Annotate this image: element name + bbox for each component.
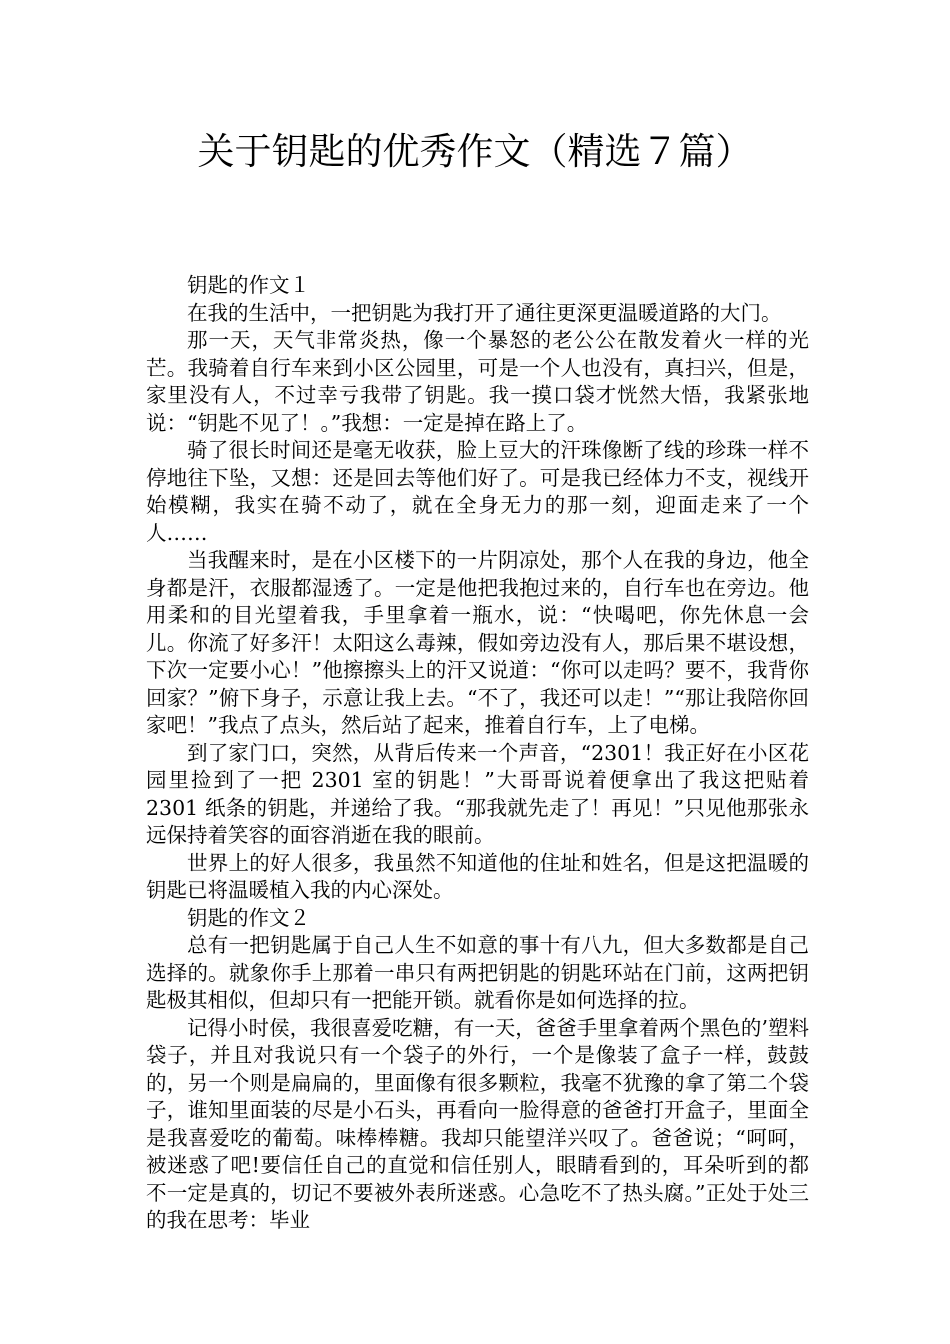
paragraph: 在我的生活中，一把钥匙为我打开了通往更深更温暖道路的大门。: [187, 300, 782, 325]
section-heading: 钥匙的作文１: [187, 273, 310, 297]
document-title: 关于钥匙的优秀作文（精选７篇）: [197, 130, 753, 173]
paragraph: 记得小时侯，我很喜爱吃糖，有一天，爸爸手里拿着两个黑色的’塑料袋子，并且对我说只有一个袋子的外行，一个是像装了盒子一样，鼓鼓的，另一个则是扁扁的，里面像有很多颗粒，我毫不犹豫的拿了第二个袋子，谁知里面装的尽是小石头，再看向一脸得意的爸爸打开盒子，里面全是我喜爱吃的葡萄。味棒棒糖。我却只能望洋兴叹了。爸爸说；“呵呵，被迷惑了吧!要信任自己的直觉和信任别人，眼睛看到的，耳朵听到的都不一定是真的，切记不要被外表所迷惑。心急吃不了热头腐。”正处于处三的我在思考：毕业: [146, 1015, 809, 1232]
paragraph: 当我醒来时，是在小区楼下的一片阴凉处，那个人在我的身边，他全身都是汗，衣服都湿透了。一定是他把我抱过来的，自行车也在旁边。他用柔和的目光望着我，手里拿着一瓶水，说：“快喝吧，你先休息一会儿。你流了好多汗！太阳这么毒辣，假如旁边没有人，那后果不堪设想，下次一定要小心！”他擦擦头上的汗又说道：“你可以走吗？要不，我背你回家？”俯下身子，示意让我上去。“不了，我还可以走！”“那让我陪你回家吧！”我点了点头，然后站了起来，推着自行车，上了电梯。: [146, 548, 809, 737]
paragraph: 到了家门口，突然，从背后传来一个声音，“2301！我正好在小区花园里捡到了一把 2301 室的钥匙！”大哥哥说着便拿出了我这把贴着 2301 纸条的钥匙，并递给了我。“那我就先走了！再见！”只见他那张永远保持着笑容的面容消逝在我的眼前。: [146, 740, 809, 847]
paragraph: 那一天，天气非常炎热，像一个暴怒的老公公在散发着火一样的光芒。我骑着自行车来到小区公园里，可是一个人也没有，真扫兴，但是，家里没有人，不过幸亏我带了钥匙。我一摸口袋才恍然大悟，我紧张地说：“钥匙不见了！。”我想：一定是掉在路上了。: [146, 328, 809, 435]
paragraph: 世界上的好人很多，我虽然不知道他的住址和姓名，但是这把温暖的钥匙已将温暖植入我的内心深处。: [146, 850, 809, 902]
document-body: [146, 272, 809, 1235]
paragraph: 总有一把钥匙属于自己人生不如意的事十有八九，但大多数都是自己选择的。就象你手上那着一串只有两把钥匙的钥匙环站在门前，这两把钥匙极其相似，但却只有一把能开锁。就看你是如何选择的拉。: [146, 933, 809, 1012]
section-heading: 钥匙的作文２: [187, 905, 310, 930]
paragraph: 骑了很长时间还是毫无收获，脸上豆大的汗珠像断了线的珍珠一样不停地往下坠，又想：还是回去等他们好了。可是我已经体力不支，视线开始模糊，我实在骑不动了，就在全身无力的那一刻，迎面走来了一个人……: [146, 438, 809, 545]
